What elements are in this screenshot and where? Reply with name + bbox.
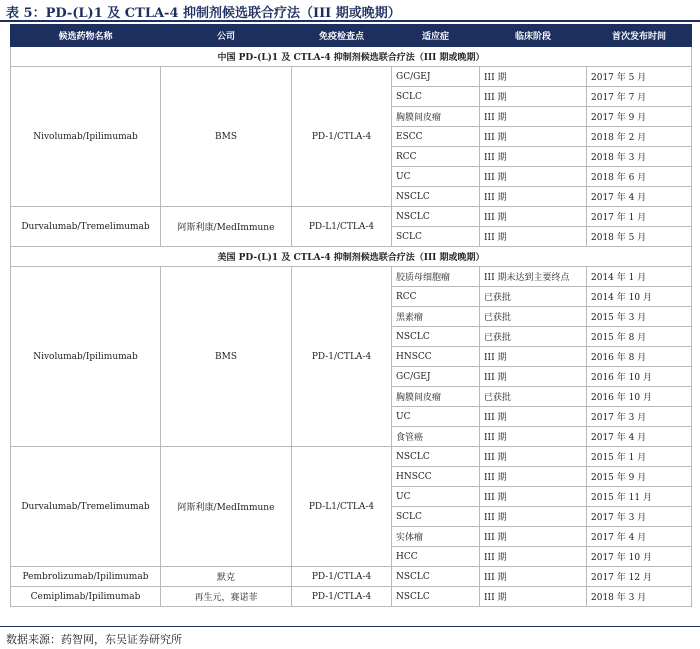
date-cell: 2015 年 3 月 xyxy=(587,307,692,327)
stage-cell: III 期 xyxy=(480,207,587,227)
date-cell: 2017 年 5 月 xyxy=(587,67,692,87)
indication-cell: GC/GEJ xyxy=(392,367,480,387)
checkpoint-cell: PD-1/CTLA-4 xyxy=(292,587,392,607)
stage-cell: III 期 xyxy=(480,587,587,607)
header-checkpoint: 免疫检查点 xyxy=(292,25,392,47)
indication-cell: 胸膜间皮瘤 xyxy=(392,107,480,127)
header-indication: 适应症 xyxy=(392,25,480,47)
date-cell: 2017 年 4 月 xyxy=(587,187,692,207)
indication-cell: SCLC xyxy=(392,87,480,107)
stage-cell: 已获批 xyxy=(480,327,587,347)
checkpoint-cell: PD-1/CTLA-4 xyxy=(292,567,392,587)
drug-name-cell: Nivolumab/Ipilimumab xyxy=(11,67,161,207)
checkpoint-cell: PD-L1/CTLA-4 xyxy=(292,207,392,247)
stage-cell: 已获批 xyxy=(480,287,587,307)
stage-cell: III 期 xyxy=(480,407,587,427)
stage-cell: III 期 xyxy=(480,427,587,447)
date-cell: 2018 年 5 月 xyxy=(587,227,692,247)
table-row xyxy=(11,447,692,467)
date-cell: 2016 年 8 月 xyxy=(587,347,692,367)
date-cell: 2018 年 6 月 xyxy=(587,167,692,187)
indication-cell: RCC xyxy=(392,287,480,307)
indication-cell: SCLC xyxy=(392,227,480,247)
company-cell: 默克 xyxy=(161,567,292,587)
checkpoint-cell: PD-1/CTLA-4 xyxy=(292,67,392,207)
stage-cell: 已获批 xyxy=(480,307,587,327)
stage-cell: 已获批 xyxy=(480,387,587,407)
indication-cell: NSCLC xyxy=(392,207,480,227)
date-cell: 2014 年 1 月 xyxy=(587,267,692,287)
indication-cell: NSCLC xyxy=(392,447,480,467)
drug-name-cell: Cemiplimab/Ipilimumab xyxy=(11,587,161,607)
stage-cell: III 期 xyxy=(480,527,587,547)
stage-cell: III 期 xyxy=(480,187,587,207)
data-source: 数据来源：药智网，东吴证券研究所 xyxy=(6,633,182,646)
header-stage: 临床阶段 xyxy=(480,25,587,47)
date-cell: 2017 年 1 月 xyxy=(587,207,692,227)
date-cell: 2016 年 10 月 xyxy=(587,367,692,387)
date-cell: 2017 年 3 月 xyxy=(587,507,692,527)
header-drug: 候选药物名称 xyxy=(11,25,161,47)
indication-cell: 黑素瘤 xyxy=(392,307,480,327)
section-title: 美国 PD-(L)1 及 CTLA-4 抑制剂候选联合疗法（III 期或晚期） xyxy=(11,247,692,267)
date-cell: 2017 年 9 月 xyxy=(587,107,692,127)
stage-cell: III 期 xyxy=(480,507,587,527)
indication-cell: 实体瘤 xyxy=(392,527,480,547)
company-cell: BMS xyxy=(161,67,292,207)
date-cell: 2017 年 4 月 xyxy=(587,427,692,447)
table-row xyxy=(11,587,692,607)
table-row xyxy=(11,207,692,227)
table-row xyxy=(11,67,692,87)
table-title: 表 5：PD-(L)1 及 CTLA-4 抑制剂候选联合疗法（III 期或晚期） xyxy=(6,6,401,21)
title-bar xyxy=(0,0,700,22)
date-cell: 2015 年 9 月 xyxy=(587,467,692,487)
company-cell: 阿斯利康/MedImmune xyxy=(161,447,292,567)
stage-cell: III 期 xyxy=(480,547,587,567)
section-row xyxy=(11,47,692,67)
indication-cell: UC xyxy=(392,407,480,427)
company-cell: BMS xyxy=(161,267,292,447)
section-title: 中国 PD-(L)1 及 CTLA-4 抑制剂候选联合疗法（III 期或晚期） xyxy=(11,47,692,67)
checkpoint-cell: PD-L1/CTLA-4 xyxy=(292,447,392,567)
indication-cell: ESCC xyxy=(392,127,480,147)
indication-cell: 食管癌 xyxy=(392,427,480,447)
stage-cell: III 期 xyxy=(480,167,587,187)
stage-cell: III 期 xyxy=(480,467,587,487)
date-cell: 2018 年 3 月 xyxy=(587,587,692,607)
stage-cell: III 期 xyxy=(480,87,587,107)
indication-cell: HNSCC xyxy=(392,467,480,487)
date-cell: 2014 年 10 月 xyxy=(587,287,692,307)
date-cell: 2018 年 2 月 xyxy=(587,127,692,147)
stage-cell: III 期 xyxy=(480,147,587,167)
date-cell: 2015 年 11 月 xyxy=(587,487,692,507)
indication-cell: NSCLC xyxy=(392,567,480,587)
table-row xyxy=(11,567,692,587)
company-cell: 阿斯利康/MedImmune xyxy=(161,207,292,247)
indication-cell: NSCLC xyxy=(392,587,480,607)
date-cell: 2017 年 7 月 xyxy=(587,87,692,107)
bottom-rule xyxy=(0,626,700,627)
drug-name-cell: Nivolumab/Ipilimumab xyxy=(11,267,161,447)
date-cell: 2017 年 10 月 xyxy=(587,547,692,567)
header-date: 首次发布时间 xyxy=(587,25,692,47)
company-cell: 再生元，赛诺菲 xyxy=(161,587,292,607)
table-header xyxy=(11,25,692,47)
stage-cell: III 期 xyxy=(480,447,587,467)
date-cell: 2017 年 4 月 xyxy=(587,527,692,547)
indication-cell: NSCLC xyxy=(392,327,480,347)
indication-cell: NSCLC xyxy=(392,187,480,207)
stage-cell: III 期 xyxy=(480,107,587,127)
date-cell: 2015 年 1 月 xyxy=(587,447,692,467)
drug-name-cell: Durvalumab/Tremelimumab xyxy=(11,207,161,247)
indication-cell: HNSCC xyxy=(392,347,480,367)
stage-cell: III 期 xyxy=(480,347,587,367)
stage-cell: III 期 xyxy=(480,367,587,387)
drug-name-cell: Pembrolizumab/Ipilimumab xyxy=(11,567,161,587)
indication-cell: 胶质母细胞瘤 xyxy=(392,267,480,287)
indication-cell: RCC xyxy=(392,147,480,167)
stage-cell: III 期未达到主要终点 xyxy=(480,267,587,287)
indication-cell: UC xyxy=(392,487,480,507)
date-cell: 2016 年 10 月 xyxy=(587,387,692,407)
stage-cell: III 期 xyxy=(480,567,587,587)
combination-therapy-table xyxy=(10,24,692,607)
stage-cell: III 期 xyxy=(480,227,587,247)
stage-cell: III 期 xyxy=(480,67,587,87)
date-cell: 2015 年 8 月 xyxy=(587,327,692,347)
indication-cell: SCLC xyxy=(392,507,480,527)
date-cell: 2018 年 3 月 xyxy=(587,147,692,167)
stage-cell: III 期 xyxy=(480,127,587,147)
table-body xyxy=(11,47,692,607)
indication-cell: UC xyxy=(392,167,480,187)
indication-cell: HCC xyxy=(392,547,480,567)
section-row xyxy=(11,247,692,267)
table-row xyxy=(11,267,692,287)
drug-name-cell: Durvalumab/Tremelimumab xyxy=(11,447,161,567)
stage-cell: III 期 xyxy=(480,487,587,507)
indication-cell: 胸膜间皮瘤 xyxy=(392,387,480,407)
date-cell: 2017 年 3 月 xyxy=(587,407,692,427)
date-cell: 2017 年 12 月 xyxy=(587,567,692,587)
header-company: 公司 xyxy=(161,25,292,47)
indication-cell: GC/GEJ xyxy=(392,67,480,87)
checkpoint-cell: PD-1/CTLA-4 xyxy=(292,267,392,447)
